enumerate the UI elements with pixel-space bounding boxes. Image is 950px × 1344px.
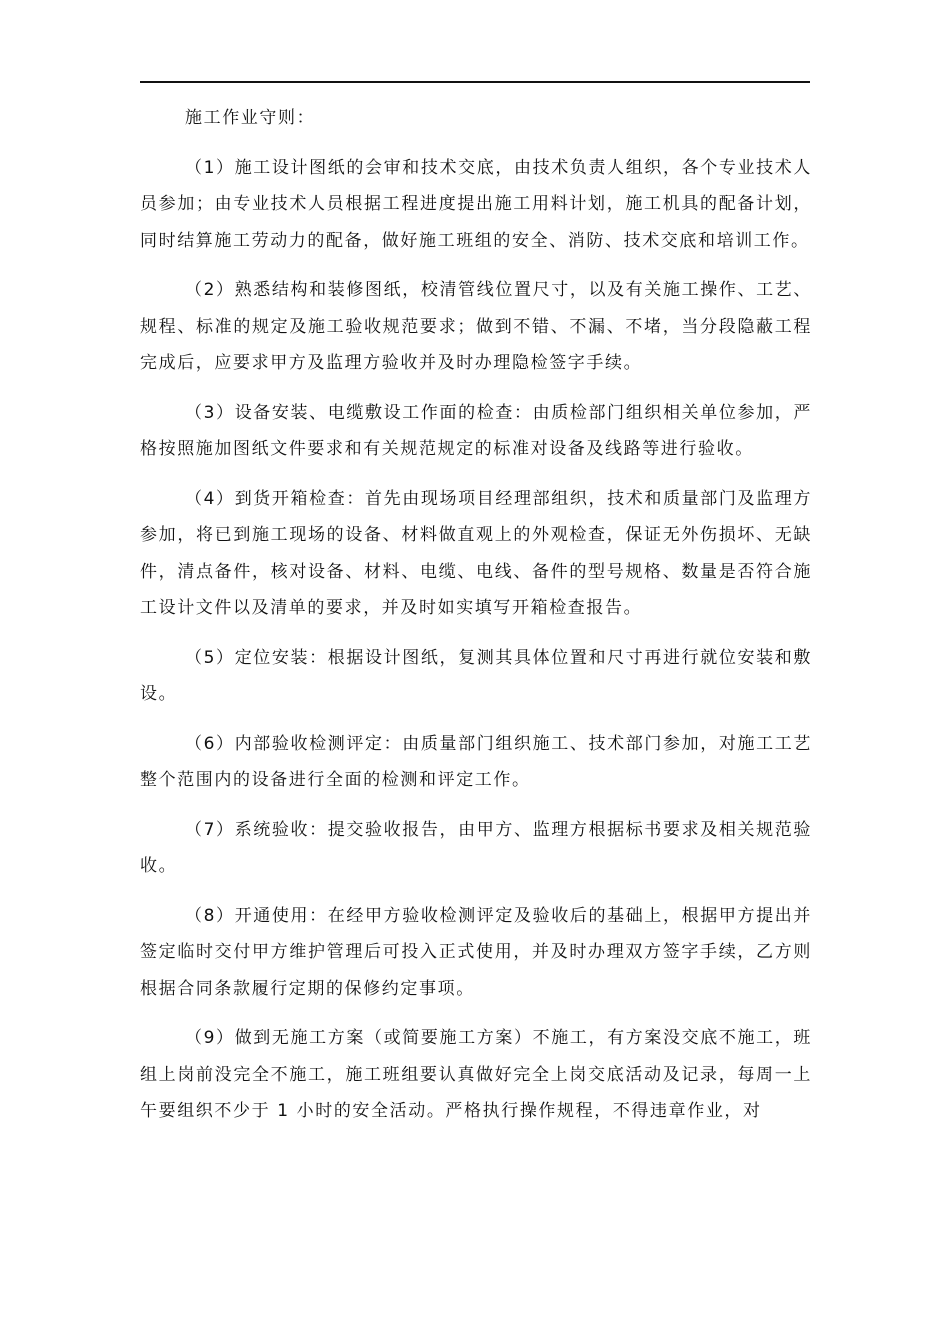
- list-item-6: [140, 726, 812, 799]
- list-item-2: [140, 272, 812, 382]
- item-text: 设备安装、电缆敷设工作面的检查：由质检部门组织相关单位参加，严格按照施加图纸文件要求和有关规范规定的标准对设备及线路等进行验收。: [140, 402, 812, 459]
- item-number: （3）: [185, 402, 235, 423]
- item-number: （9）: [185, 1028, 235, 1048]
- item-text: 做到无施工方案（或简要施工方案）不施工，有方案没交底不施工，班组上岗前没完全不施工，施工班组要认真做好完全上岗交底活动及记录，每周一上午要组织不少于 1 小时的安全活动。严格执行操作规程，不得违章作业，对: [140, 1028, 812, 1121]
- section-heading: 施工作业守则：: [185, 108, 316, 128]
- item-number: （4）: [185, 488, 235, 509]
- item-text: 到货开箱检查：首先由现场项目经理部组织，技术和质量部门及监理方参加，将已到施工现场的设备、材料做直观上的外观检查，保证无外伤损坏、无缺件，清点备件，核对设备、材料、电缆、电线、备件的型号规格、数量是否符合施工设计文件以及清单的要求，并及时如实填写开箱检查报告。: [140, 488, 812, 618]
- item-text: 内部验收检测评定：由质量部门组织施工、技术部门参加，对施工工艺整个范围内的设备进行全面的检测和评定工作。: [140, 733, 812, 790]
- header-rule: [140, 81, 810, 83]
- list-item-5: [140, 640, 812, 713]
- list-item-7: [140, 812, 812, 885]
- item-text: 开通使用：在经甲方验收检测评定及验收后的基础上，根据甲方提出并签定临时交付甲方维护管理后可投入正式使用，并及时办理双方签字手续，乙方则根据合同条款履行定期的保修约定事项。: [140, 905, 812, 999]
- item-text: 施工设计图纸的会审和技术交底，由技术负责人组织，各个专业技术人员参加；由专业技术人员根据工程进度提出施工用料计划，施工机具的配备计划，同时结算施工劳动力的配备，做好施工班组的安全、消防、技术交底和培训工作。: [140, 157, 812, 251]
- item-number: （8）: [185, 905, 235, 926]
- list-item-9: [140, 1020, 812, 1130]
- list-item-1: [140, 150, 812, 260]
- list-item-4: [140, 481, 812, 627]
- item-number: （5）: [185, 647, 235, 668]
- item-text: 熟悉结构和装修图纸，校清管线位置尺寸，以及有关施工操作、工艺、规程、标准的规定及施工验收规范要求；做到不错、不漏、不堵，当分段隐蔽工程完成后，应要求甲方及监理方验收并及时办理隐检签字手续。: [140, 280, 812, 373]
- item-number: （1）: [185, 157, 235, 178]
- item-text: 系统验收：提交验收报告，由甲方、监理方根据标书要求及相关规范验收。: [140, 819, 812, 876]
- item-number: （7）: [185, 819, 235, 840]
- item-number: （2）: [185, 280, 235, 300]
- item-text: 定位安装：根据设计图纸，复测其具体位置和尺寸再进行就位安装和敷设。: [140, 647, 812, 704]
- document-body: [140, 100, 812, 1143]
- list-item-8: [140, 898, 812, 1008]
- list-item-3: [140, 395, 812, 468]
- item-number: （6）: [185, 733, 235, 754]
